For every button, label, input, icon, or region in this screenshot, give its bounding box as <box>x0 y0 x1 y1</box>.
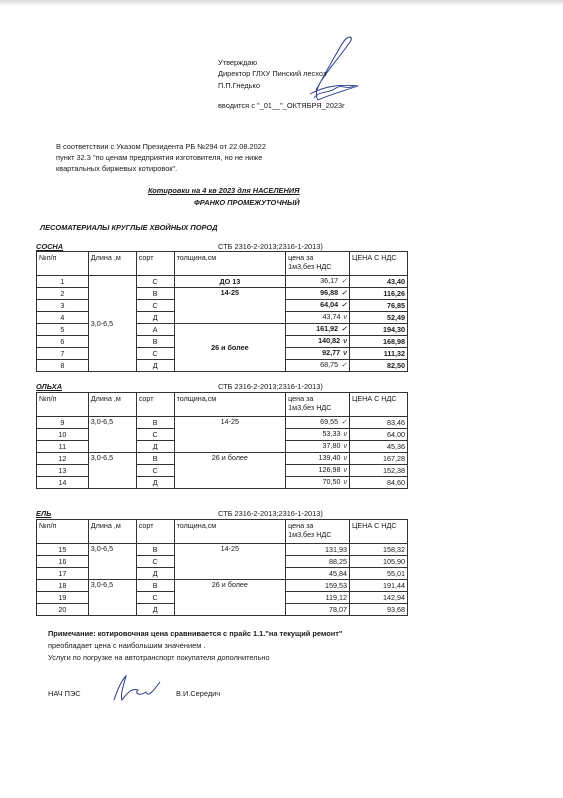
col-price <box>286 393 350 417</box>
row-price <box>286 429 350 441</box>
footer-position: НАЧ ПЭС <box>48 689 81 698</box>
col-thickness: толщина,см <box>174 393 286 417</box>
row-num: 11 <box>37 441 89 453</box>
col-price-line-1: цена за <box>288 394 314 403</box>
row-price <box>286 360 350 372</box>
row-grade: Д <box>136 312 174 324</box>
col-price-line-2: 1м3,без НДС <box>288 262 332 271</box>
row-grade: Д <box>136 568 174 580</box>
col-thickness: толщина,см <box>174 520 286 544</box>
row-price <box>286 441 350 453</box>
footer-name: В.И.Середич <box>176 689 221 698</box>
col-price-line-2: 1м3,без НДС <box>288 403 332 412</box>
check-mark-icon: ν <box>343 443 348 450</box>
row-grade: С <box>136 429 174 441</box>
scan-edge <box>0 0 563 6</box>
check-mark-icon: ✓ <box>341 419 348 426</box>
intro-line-2: пункт 32.3 "по ценам предприятия изготовителя, но не ниже <box>56 153 263 162</box>
row-price-vat: 116,26 <box>350 288 408 300</box>
row-price-value: 139,40 <box>318 453 341 462</box>
intro-line-3: квартальных биржевых котировок". <box>56 164 178 173</box>
check-mark-icon: ✓ <box>341 326 348 333</box>
row-grade: А <box>136 324 174 336</box>
row-price-vat: 168,98 <box>350 336 408 348</box>
row-num: 2 <box>37 288 89 300</box>
check-mark-icon: ν <box>343 455 348 462</box>
length-cell: 3,0-6,5 <box>88 544 136 580</box>
row-grade: В <box>136 288 174 300</box>
col-length: Длина ,м <box>88 252 136 276</box>
row-grade: В <box>136 453 174 465</box>
row-price-vat: 52,49 <box>350 312 408 324</box>
row-price: 159,53 <box>286 580 350 592</box>
row-price <box>286 312 350 324</box>
check-mark-icon: ν <box>343 314 348 321</box>
table-header <box>37 252 408 276</box>
check-mark-icon: ν <box>343 338 348 345</box>
length-cell: 3,0-6,5 <box>88 580 136 616</box>
row-price: 119,12 <box>286 592 350 604</box>
row-grade: С <box>136 592 174 604</box>
row-price: 78,07 <box>286 604 350 616</box>
row-price-value: 68,75 <box>320 360 339 369</box>
row-price-value: 37,80 <box>322 441 341 450</box>
row-price-value: 69,55 <box>320 417 339 426</box>
row-num: 12 <box>37 453 89 465</box>
row-grade: В <box>136 336 174 348</box>
row-price-value: 96,88 <box>320 288 339 297</box>
row-grade: С <box>136 465 174 477</box>
check-mark-icon: ν <box>343 431 348 438</box>
table-row <box>37 453 408 465</box>
row-num: 6 <box>37 336 89 348</box>
table-row <box>37 417 408 429</box>
row-num: 10 <box>37 429 89 441</box>
row-grade: С <box>136 300 174 312</box>
row-price-value: 53,33 <box>322 429 341 438</box>
note-line-3: Услуги по погрузке на автотранспорт покупателя дополнительно <box>48 653 270 662</box>
col-grade: сорт <box>136 520 174 544</box>
table-row <box>37 580 408 592</box>
row-price-value: 70,50 <box>322 477 341 486</box>
row-price <box>286 276 350 288</box>
row-price-vat: 43,40 <box>350 276 408 288</box>
standard-olkha: СТБ 2316-2-2013;2316-1-2013) <box>218 382 323 391</box>
row-price-value: 161,92 <box>316 324 339 333</box>
economist-signature <box>108 670 168 706</box>
col-num: №п/п <box>37 520 89 544</box>
row-price-vat: 93,68 <box>350 604 408 616</box>
col-price-line-1: цена за <box>288 521 314 530</box>
row-price-value: 140,82 <box>318 336 341 345</box>
thickness-cell: 14-25 <box>174 288 286 324</box>
note-line-1: Примечание: котировочная цена сравнивается с прайс 1.1."на текущий ремонт" <box>48 629 343 638</box>
col-num: №п/п <box>37 252 89 276</box>
col-num: №п/п <box>37 393 89 417</box>
row-num: 20 <box>37 604 89 616</box>
row-price: 88,25 <box>286 556 350 568</box>
row-num: 14 <box>37 477 89 489</box>
row-grade: В <box>136 580 174 592</box>
check-mark-icon: ν <box>343 350 348 357</box>
row-num: 18 <box>37 580 89 592</box>
thickness-cell: 26 и более <box>174 324 286 372</box>
row-price <box>286 288 350 300</box>
row-price <box>286 477 350 489</box>
standard-el: СТБ 2316-2-2013;2316-1-2013) <box>218 509 323 518</box>
row-price-vat: 191,44 <box>350 580 408 592</box>
row-price <box>286 465 350 477</box>
row-num: 9 <box>37 417 89 429</box>
table-sosna <box>36 251 408 372</box>
row-num: 19 <box>37 592 89 604</box>
row-grade: Д <box>136 360 174 372</box>
row-price-vat: 111,32 <box>350 348 408 360</box>
row-num: 13 <box>37 465 89 477</box>
row-grade: В <box>136 544 174 556</box>
row-price-vat: 84,60 <box>350 477 408 489</box>
table-el <box>36 519 408 616</box>
col-length: Длина ,м <box>88 393 136 417</box>
row-price-vat: 83,46 <box>350 417 408 429</box>
length-cell: 3,0-6,5 <box>88 276 136 372</box>
row-grade: Д <box>136 604 174 616</box>
row-grade: Д <box>136 477 174 489</box>
col-price-vat: ЦЕНА С НДС <box>350 393 408 417</box>
table-name-el: ЕЛЬ <box>36 509 52 518</box>
note-line-2: преобладает цена с наибольшим значением . <box>48 641 206 650</box>
col-price-line-2: 1м3,без НДС <box>288 530 332 539</box>
check-mark-icon: ν <box>343 479 348 486</box>
title-line-1: Котировки на 4 кв 2023 для НАСЕЛЕНИЯ <box>148 186 300 195</box>
row-price-vat: 105,90 <box>350 556 408 568</box>
table-row <box>37 276 408 288</box>
director-name: П.П.Гнедько <box>218 81 260 90</box>
row-price-value: 92,77 <box>322 348 341 357</box>
thickness-cell: 14-25 <box>174 544 286 580</box>
row-num: 8 <box>37 360 89 372</box>
thickness-cell: 14-25 <box>174 417 286 453</box>
row-price-vat: 158,32 <box>350 544 408 556</box>
row-price-vat: 142,94 <box>350 592 408 604</box>
thickness-cell: ДО 13 <box>174 276 286 288</box>
row-price-value: 43,74 <box>322 312 341 321</box>
row-price <box>286 417 350 429</box>
row-price-vat: 194,30 <box>350 324 408 336</box>
effective-date: вводится с "_01__"_ОКТЯБРЯ_2023г <box>218 101 345 110</box>
col-grade: сорт <box>136 393 174 417</box>
row-price-vat: 152,38 <box>350 465 408 477</box>
row-num: 1 <box>37 276 89 288</box>
check-mark-icon: ✓ <box>341 302 348 309</box>
check-mark-icon: ✓ <box>341 278 348 285</box>
row-grade: С <box>136 348 174 360</box>
col-price-vat: ЦЕНА С НДС <box>350 252 408 276</box>
col-grade: сорт <box>136 252 174 276</box>
length-cell: 3,0-6,5 <box>88 417 136 453</box>
row-grade: С <box>136 276 174 288</box>
row-price-vat: 64,00 <box>350 429 408 441</box>
row-price-value: 64,04 <box>320 300 339 309</box>
length-cell: 3,0-6,5 <box>88 453 136 489</box>
standard-sosna: СТБ 2316-2-2013;2316-1-2013) <box>218 242 323 251</box>
table-row <box>37 544 408 556</box>
row-price <box>286 348 350 360</box>
row-price-value: 126,98 <box>318 465 341 474</box>
row-price <box>286 324 350 336</box>
table-header <box>37 520 408 544</box>
row-num: 3 <box>37 300 89 312</box>
row-grade: С <box>136 556 174 568</box>
row-price <box>286 453 350 465</box>
col-price <box>286 252 350 276</box>
row-num: 7 <box>37 348 89 360</box>
row-num: 5 <box>37 324 89 336</box>
table-name-sosna: СОСНА <box>36 242 64 251</box>
director-signature <box>270 28 380 108</box>
row-price: 131,93 <box>286 544 350 556</box>
check-mark-icon: ✓ <box>341 362 348 369</box>
row-price: 45,84 <box>286 568 350 580</box>
row-price-vat: 76,85 <box>350 300 408 312</box>
check-mark-icon: ✓ <box>341 290 348 297</box>
thickness-cell: 26 и более <box>174 453 286 489</box>
row-num: 4 <box>37 312 89 324</box>
row-grade: В <box>136 417 174 429</box>
intro-line-1: В соответствии с Указом Президента РБ №294 от 22.08.2022 <box>56 142 266 151</box>
row-price-vat: 45,36 <box>350 441 408 453</box>
col-price-vat: ЦЕНА С НДС <box>350 520 408 544</box>
row-num: 15 <box>37 544 89 556</box>
row-price <box>286 336 350 348</box>
title-line-2: ФРАНКО ПРОМЕЖУТОЧНЫЙ <box>194 198 300 207</box>
table-olkha <box>36 392 408 489</box>
director-title: Директор ГЛХУ Пинский лесхоз <box>218 69 327 78</box>
row-price-vat: 82,50 <box>350 360 408 372</box>
row-price-vat: 167,28 <box>350 453 408 465</box>
row-num: 16 <box>37 556 89 568</box>
col-price <box>286 520 350 544</box>
table-header <box>37 393 408 417</box>
row-price-vat: 55,01 <box>350 568 408 580</box>
row-price <box>286 300 350 312</box>
row-num: 17 <box>37 568 89 580</box>
approve-label: Утверждаю <box>218 58 258 67</box>
row-price-value: 36,17 <box>320 276 339 285</box>
col-thickness: толщина,см <box>174 252 286 276</box>
section-title: ЛЕСОМАТЕРИАЛЫ КРУГЛЫЕ ХВОЙНЫХ ПОРОД <box>40 223 218 232</box>
col-price-line-1: цена за <box>288 253 314 262</box>
row-grade: Д <box>136 441 174 453</box>
check-mark-icon: ν <box>343 467 348 474</box>
thickness-cell: 26 и более <box>174 580 286 616</box>
table-name-olkha: ОЛЬХА <box>36 382 63 391</box>
col-length: Длина ,м <box>88 520 136 544</box>
